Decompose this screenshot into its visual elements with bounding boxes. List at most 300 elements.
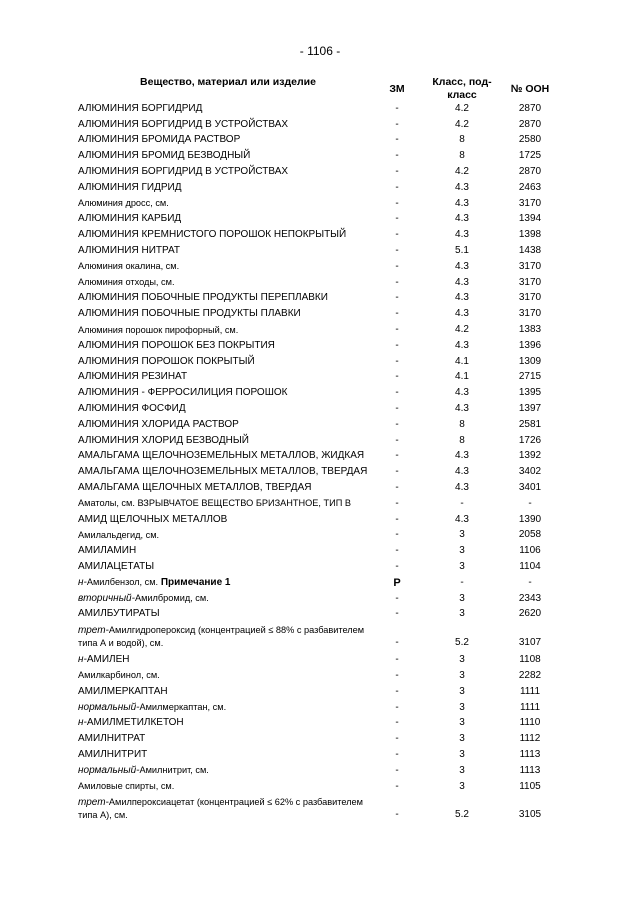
substance-prefix: нормальный- [78, 702, 140, 714]
un-number: 1112 [519, 733, 541, 745]
un-number: 1397 [518, 403, 542, 415]
table-header [0, 0, 640, 100]
zm-value: - [395, 764, 399, 776]
substance-name-text [78, 435, 249, 447]
substance-main: АЛЮМИНИЯ ГИДРИД [78, 181, 182, 193]
substance-main: Амиловые спирты, см. [78, 781, 175, 792]
table-row [0, 543, 640, 559]
substance-name [78, 433, 368, 449]
substance-name-text [78, 514, 227, 526]
substance-name-text [78, 213, 181, 225]
class-value: 4.3 [455, 308, 469, 320]
zm-value: - [395, 608, 399, 620]
substance-prefix: трет- [78, 625, 109, 637]
zm-value: - [395, 482, 399, 494]
substance-name [78, 133, 368, 149]
zm-value: - [395, 513, 399, 525]
table-row [0, 401, 640, 417]
substance-name [78, 196, 368, 212]
substance-name [78, 101, 368, 117]
zm-value: - [395, 418, 399, 430]
zm-value: - [395, 545, 399, 557]
table-row [0, 212, 640, 228]
table-row [0, 496, 640, 512]
substance-name [78, 401, 368, 417]
substance-name [78, 180, 368, 196]
un-number: 1725 [518, 150, 542, 162]
class-value: 5.1 [455, 245, 469, 257]
un-number: 3170 [518, 308, 542, 320]
substance-main: АЛЮМИНИЯ БОРГИДРИД [78, 102, 203, 114]
un-number: 3402 [518, 466, 542, 478]
class-value: 3 [459, 780, 465, 792]
zm-value: - [395, 450, 399, 462]
table-row [0, 668, 640, 684]
substance-name [78, 528, 368, 544]
substance-main: АМИЛЕН [86, 654, 130, 666]
zm-value: - [395, 245, 399, 257]
class-value: 3 [459, 669, 465, 681]
substance-name [78, 354, 368, 370]
un-number: 1383 [518, 324, 542, 336]
substance-name [78, 417, 368, 433]
class-value: 3 [459, 701, 465, 713]
substance-main: Алюминия порошок пирофорный, см. [78, 324, 239, 335]
substance-name [78, 464, 368, 480]
substance-name-text [78, 450, 364, 462]
substance-name-text [78, 229, 346, 241]
class-value: 3 [459, 748, 465, 760]
substance-main: АЛЮМИНИЯ ХЛОРИДА РАСТВОР [78, 418, 239, 430]
substance-name [78, 164, 368, 180]
table-row [0, 196, 640, 212]
table-row [0, 433, 640, 449]
header-class: Класс, под-класс [432, 76, 492, 101]
un-number: 3170 [518, 197, 542, 209]
substance-name [78, 652, 368, 668]
substance-name [78, 291, 368, 307]
substance-main: АМАЛЬГАМА ЩЕЛОЧНОЗЕМЕЛЬНЫХ МЕТАЛЛОВ, ТВЕРДАЯ [78, 466, 368, 478]
substance-name [78, 512, 368, 528]
class-value: 3 [459, 717, 465, 729]
zm-value: - [395, 733, 399, 745]
substance-main: Амилнитрит, см. [139, 765, 209, 776]
substance-main: АМАЛЬГАМА ЩЕЛОЧНЫХ МЕТАЛЛОВ, ТВЕРДАЯ [78, 482, 312, 494]
un-number: 2620 [518, 608, 542, 620]
class-value: 3 [459, 592, 465, 604]
un-number: - [528, 497, 532, 509]
substance-main: Алюминия дросс, см. [78, 198, 169, 209]
substance-name [78, 575, 368, 591]
table-row [0, 243, 640, 259]
substance-name [78, 794, 368, 824]
class-value: 4.3 [455, 197, 469, 209]
substance-main: АЛЮМИНИЯ ФОСФИД [78, 403, 186, 415]
table-row [0, 528, 640, 544]
un-number: 1392 [518, 450, 542, 462]
class-value: 4.3 [455, 513, 469, 525]
table-row [0, 291, 640, 307]
un-number: 1390 [518, 513, 542, 525]
substance-name-text [78, 419, 239, 431]
un-number: 2715 [518, 371, 542, 383]
un-number: 1394 [518, 213, 542, 225]
un-number: 1105 [519, 780, 541, 792]
substance-name [78, 243, 368, 259]
zm-value: Р [393, 576, 401, 589]
substance-main: АМИД ЩЕЛОЧНЫХ МЕТАЛЛОВ [78, 513, 228, 525]
zm-value: - [395, 654, 399, 666]
substance-name [78, 684, 368, 700]
substance-name [78, 480, 368, 496]
substance-name-text [78, 403, 186, 415]
substance-main: АЛЮМИНИЯ ПОРОШОК БЕЗ ПОКРЫТИЯ [78, 339, 275, 351]
zm-value: - [395, 134, 399, 146]
substance-main: АМИЛМЕТИЛКЕТОН [86, 717, 184, 729]
substance-main: Амилкарбинол, см. [78, 670, 160, 681]
class-value: 4.3 [455, 260, 469, 272]
zm-value: - [395, 260, 399, 272]
class-value: 3 [459, 764, 465, 776]
substance-name [78, 275, 368, 291]
table-row [0, 227, 640, 243]
table-row [0, 700, 640, 716]
substance-name [78, 306, 368, 322]
zm-value: - [395, 637, 399, 649]
class-value: 3 [459, 561, 465, 572]
un-number: - [528, 576, 532, 588]
substance-main: АЛЮМИНИЯ БРОМИДА РАСТВОР [78, 134, 241, 146]
substance-name-text [78, 796, 363, 822]
un-number: 1309 [518, 355, 542, 367]
substance-main: АЛЮМИНИЯ БОРГИДРИД В УСТРОЙСТВАХ [78, 118, 289, 130]
substance-name [78, 731, 368, 747]
substance-main: АМИЛНИТРИТ [78, 748, 148, 760]
substance-name [78, 779, 368, 795]
zm-value: - [395, 229, 399, 241]
substance-table [0, 101, 640, 824]
substance-main: АЛЮМИНИЯ ХЛОРИД БЕЗВОДНЫЙ [78, 434, 249, 446]
substance-name-text [78, 134, 240, 146]
substance-name-text [78, 654, 130, 666]
table-row [0, 464, 640, 480]
page-number: - 1106 - [299, 44, 341, 58]
class-value: 8 [459, 434, 465, 446]
zm-value: - [395, 561, 399, 572]
substance-name [78, 259, 368, 275]
un-number: 1726 [518, 434, 542, 446]
substance-main: Алюминия отходы, см. [78, 277, 175, 288]
un-number: 1395 [518, 387, 542, 399]
class-value: 4.1 [455, 371, 469, 383]
table-row [0, 370, 640, 386]
class-value: 4.3 [455, 292, 469, 304]
substance-name [78, 559, 368, 575]
zm-value: - [395, 339, 399, 351]
table-row [0, 715, 640, 731]
class-value: 4.2 [455, 324, 469, 336]
class-value: 4.3 [455, 387, 469, 399]
substance-prefix: вторичный- [78, 593, 135, 605]
zm-value: - [395, 150, 399, 162]
class-value: 3 [459, 685, 465, 697]
substance-main: Амилбензол, см. [86, 577, 159, 588]
class-value: 4.3 [455, 482, 469, 494]
table-row [0, 275, 640, 291]
table-row [0, 684, 640, 700]
class-value: 3 [459, 654, 465, 666]
substance-prefix: н- [78, 577, 87, 589]
un-number: 2870 [518, 118, 542, 130]
class-value: 3 [459, 529, 465, 541]
table-row [0, 354, 640, 370]
substance-name-text [78, 119, 288, 131]
substance-name-text [78, 608, 160, 620]
zm-value: - [395, 102, 399, 114]
un-number: 2058 [518, 529, 542, 541]
zm-value: - [395, 434, 399, 446]
zm-value: - [395, 809, 399, 821]
substance-name-text [78, 561, 154, 573]
table-row [0, 117, 640, 133]
substance-name-text [78, 150, 250, 162]
zm-value: - [395, 292, 399, 304]
substance-name [78, 700, 368, 716]
zm-value: - [395, 701, 399, 713]
zm-value: - [395, 466, 399, 478]
class-value: 8 [459, 150, 465, 162]
substance-name-text [78, 701, 226, 714]
substance-prefix: н- [78, 654, 87, 666]
substance-name [78, 591, 368, 607]
table-row [0, 259, 640, 275]
un-number: 3105 [518, 809, 542, 821]
zm-value: - [395, 308, 399, 320]
substance-name-text [78, 497, 351, 510]
substance-main: АМИЛНИТРАТ [78, 733, 146, 745]
substance-name-text [78, 260, 179, 273]
zm-value: - [395, 213, 399, 225]
un-number: 1111 [519, 685, 541, 697]
class-value: 4.3 [455, 403, 469, 415]
substance-name-text [78, 717, 184, 729]
table-row [0, 763, 640, 779]
table-row [0, 338, 640, 354]
substance-prefix: нормальный- [78, 765, 140, 777]
zm-value: - [395, 324, 399, 336]
table-row [0, 591, 640, 607]
substance-main: АЛЮМИНИЯ КАРБИД [78, 213, 182, 225]
substance-name-text [78, 669, 160, 682]
class-value: 5.2 [455, 637, 469, 649]
class-value: 4.2 [455, 102, 469, 114]
table-row [0, 180, 640, 196]
un-number: 2463 [518, 181, 542, 193]
zm-value: - [395, 685, 399, 697]
un-number: 1106 [519, 545, 541, 557]
un-number: 2343 [518, 592, 542, 604]
zm-value: - [395, 355, 399, 367]
substance-name [78, 385, 368, 401]
table-row [0, 480, 640, 496]
zm-value: - [395, 717, 399, 729]
zm-value: - [395, 387, 399, 399]
substance-name [78, 212, 368, 228]
zm-value: - [395, 592, 399, 604]
un-number: 1438 [518, 245, 542, 257]
table-row [0, 306, 640, 322]
substance-name-text [78, 780, 174, 793]
un-number: 1108 [519, 654, 541, 666]
class-value: 8 [459, 134, 465, 146]
table-row [0, 164, 640, 180]
un-number: 1396 [518, 339, 542, 351]
substance-name [78, 607, 368, 623]
table-row [0, 417, 640, 433]
substance-prefix: трет- [78, 797, 109, 809]
substance-main: Аматолы, см. ВЗРЫВЧАТОЕ ВЕЩЕСТВО БРИЗАНТНОЕ, ТИП В [78, 498, 352, 509]
substance-name-text [78, 387, 287, 399]
substance-name-text [78, 733, 145, 745]
class-value: 4.3 [455, 466, 469, 478]
substance-name [78, 227, 368, 243]
substance-main: АМИЛМЕРКАПТАН [78, 685, 168, 697]
table-row [0, 559, 640, 575]
substance-name-text [78, 324, 238, 337]
zm-value: - [395, 197, 399, 209]
substance-name-text [78, 624, 364, 650]
substance-name-text [78, 356, 255, 368]
substance-main: Амилмеркаптан, см. [139, 702, 227, 713]
substance-name [78, 747, 368, 763]
table-row [0, 133, 640, 149]
un-number: 2870 [518, 102, 542, 114]
class-value: 4.2 [455, 118, 469, 130]
un-number: 1111 [519, 701, 541, 713]
substance-name [78, 370, 368, 386]
table-row [0, 794, 640, 824]
un-number: 3401 [518, 482, 542, 494]
class-value: 4.3 [455, 181, 469, 193]
substance-main: Амилальдегид, см. [78, 529, 160, 540]
table-row [0, 607, 640, 623]
table-row [0, 512, 640, 528]
substance-name-text [78, 245, 180, 257]
substance-main: Амилпероксиацетат (концентрацией ≤ 62% с разбавителем [108, 797, 363, 808]
table-row [0, 747, 640, 763]
un-number: 2870 [518, 166, 542, 178]
substance-main: АЛЮМИНИЯ РЕЗИНАТ [78, 371, 188, 383]
substance-name-text [78, 576, 230, 589]
class-value: 3 [459, 545, 465, 557]
class-value: 4.3 [455, 213, 469, 225]
table-row [0, 731, 640, 747]
zm-value: - [395, 669, 399, 681]
zm-value: - [395, 403, 399, 415]
substance-main: Амилгидропероксид (концентрацией ≤ 88% с разбавителем [108, 625, 365, 636]
table-row [0, 779, 640, 795]
un-number: 2580 [518, 134, 542, 146]
substance-name-text [78, 292, 328, 304]
substance-name-text [78, 276, 175, 289]
substance-main: АМИЛАМИН [78, 545, 137, 557]
substance-name [78, 449, 368, 465]
class-value: - [460, 576, 464, 588]
substance-main: АЛЮМИНИЯ БРОМИД БЕЗВОДНЫЙ [78, 150, 251, 162]
substance-name [78, 668, 368, 684]
class-value: 4.3 [455, 450, 469, 462]
substance-name [78, 338, 368, 354]
substance-name-text [78, 482, 311, 494]
un-number: 1104 [519, 561, 541, 572]
substance-main: АЛЮМИНИЯ ПОБОЧНЫЕ ПРОДУКТЫ ПЕРЕПЛАВКИ [78, 292, 328, 304]
note-reference: Примечание 1 [160, 577, 231, 589]
substance-name-text [78, 592, 209, 605]
substance-name-text [78, 166, 288, 178]
substance-continuation: типа А и водой), см. [78, 638, 164, 649]
substance-main: АЛЮМИНИЯ БОРГИДРИД В УСТРОЙСТВАХ [78, 166, 289, 178]
substance-name [78, 715, 368, 731]
table-row [0, 652, 640, 668]
class-value: 4.2 [455, 166, 469, 178]
substance-name-text [78, 545, 136, 557]
class-value: 4.1 [455, 355, 469, 367]
zm-value: - [395, 497, 399, 509]
table-row [0, 385, 640, 401]
zm-value: - [395, 181, 399, 193]
table-row [0, 575, 640, 591]
substance-main: Амилбромид, см. [134, 593, 209, 604]
substance-name-text [78, 197, 169, 210]
substance-name-text [78, 371, 187, 383]
class-value: 8 [459, 418, 465, 430]
substance-name-text [78, 182, 182, 194]
header-substance: Вещество, материал или изделие [140, 76, 316, 88]
zm-value: - [395, 748, 399, 760]
substance-name-text [78, 686, 168, 698]
table-row [0, 101, 640, 117]
un-number: 3107 [518, 637, 542, 649]
zm-value: - [395, 276, 399, 288]
substance-main: АМАЛЬГАМА ЩЕЛОЧНОЗЕМЕЛЬНЫХ МЕТАЛЛОВ, ЖИДКАЯ [78, 450, 365, 462]
substance-name-text [78, 466, 367, 478]
substance-main: АЛЮМИНИЯ ПОБОЧНЫЕ ПРОДУКТЫ ПЛАВКИ [78, 308, 301, 320]
class-value: 3 [459, 608, 465, 620]
substance-name [78, 496, 368, 512]
zm-value: - [395, 780, 399, 792]
substance-name [78, 763, 368, 779]
substance-main: АМИЛАЦЕТАТЫ [78, 561, 155, 572]
substance-main: АЛЮМИНИЯ НИТРАТ [78, 245, 180, 257]
substance-name [78, 117, 368, 133]
substance-main: АЛЮМИНИЯ КРЕМНИСТОГО ПОРОШОК НЕПОКРЫТЫЙ [78, 229, 347, 241]
class-value: - [460, 497, 464, 509]
header-un-number: № ООН [510, 83, 550, 95]
zm-value: - [395, 166, 399, 178]
un-number: 2282 [518, 669, 542, 681]
substance-main: Алюминия окалина, см. [78, 261, 180, 272]
class-value: 4.3 [455, 339, 469, 351]
table-row [0, 622, 640, 652]
zm-value: - [395, 529, 399, 541]
zm-value: - [395, 371, 399, 383]
un-number: 3170 [518, 260, 542, 272]
un-number: 1110 [519, 717, 541, 729]
substance-name-text [78, 529, 159, 542]
table-row [0, 148, 640, 164]
substance-name-text [78, 308, 301, 320]
substance-main: АЛЮМИНИЯ - ФЕРРОСИЛИЦИЯ ПОРОШОК [78, 387, 288, 399]
